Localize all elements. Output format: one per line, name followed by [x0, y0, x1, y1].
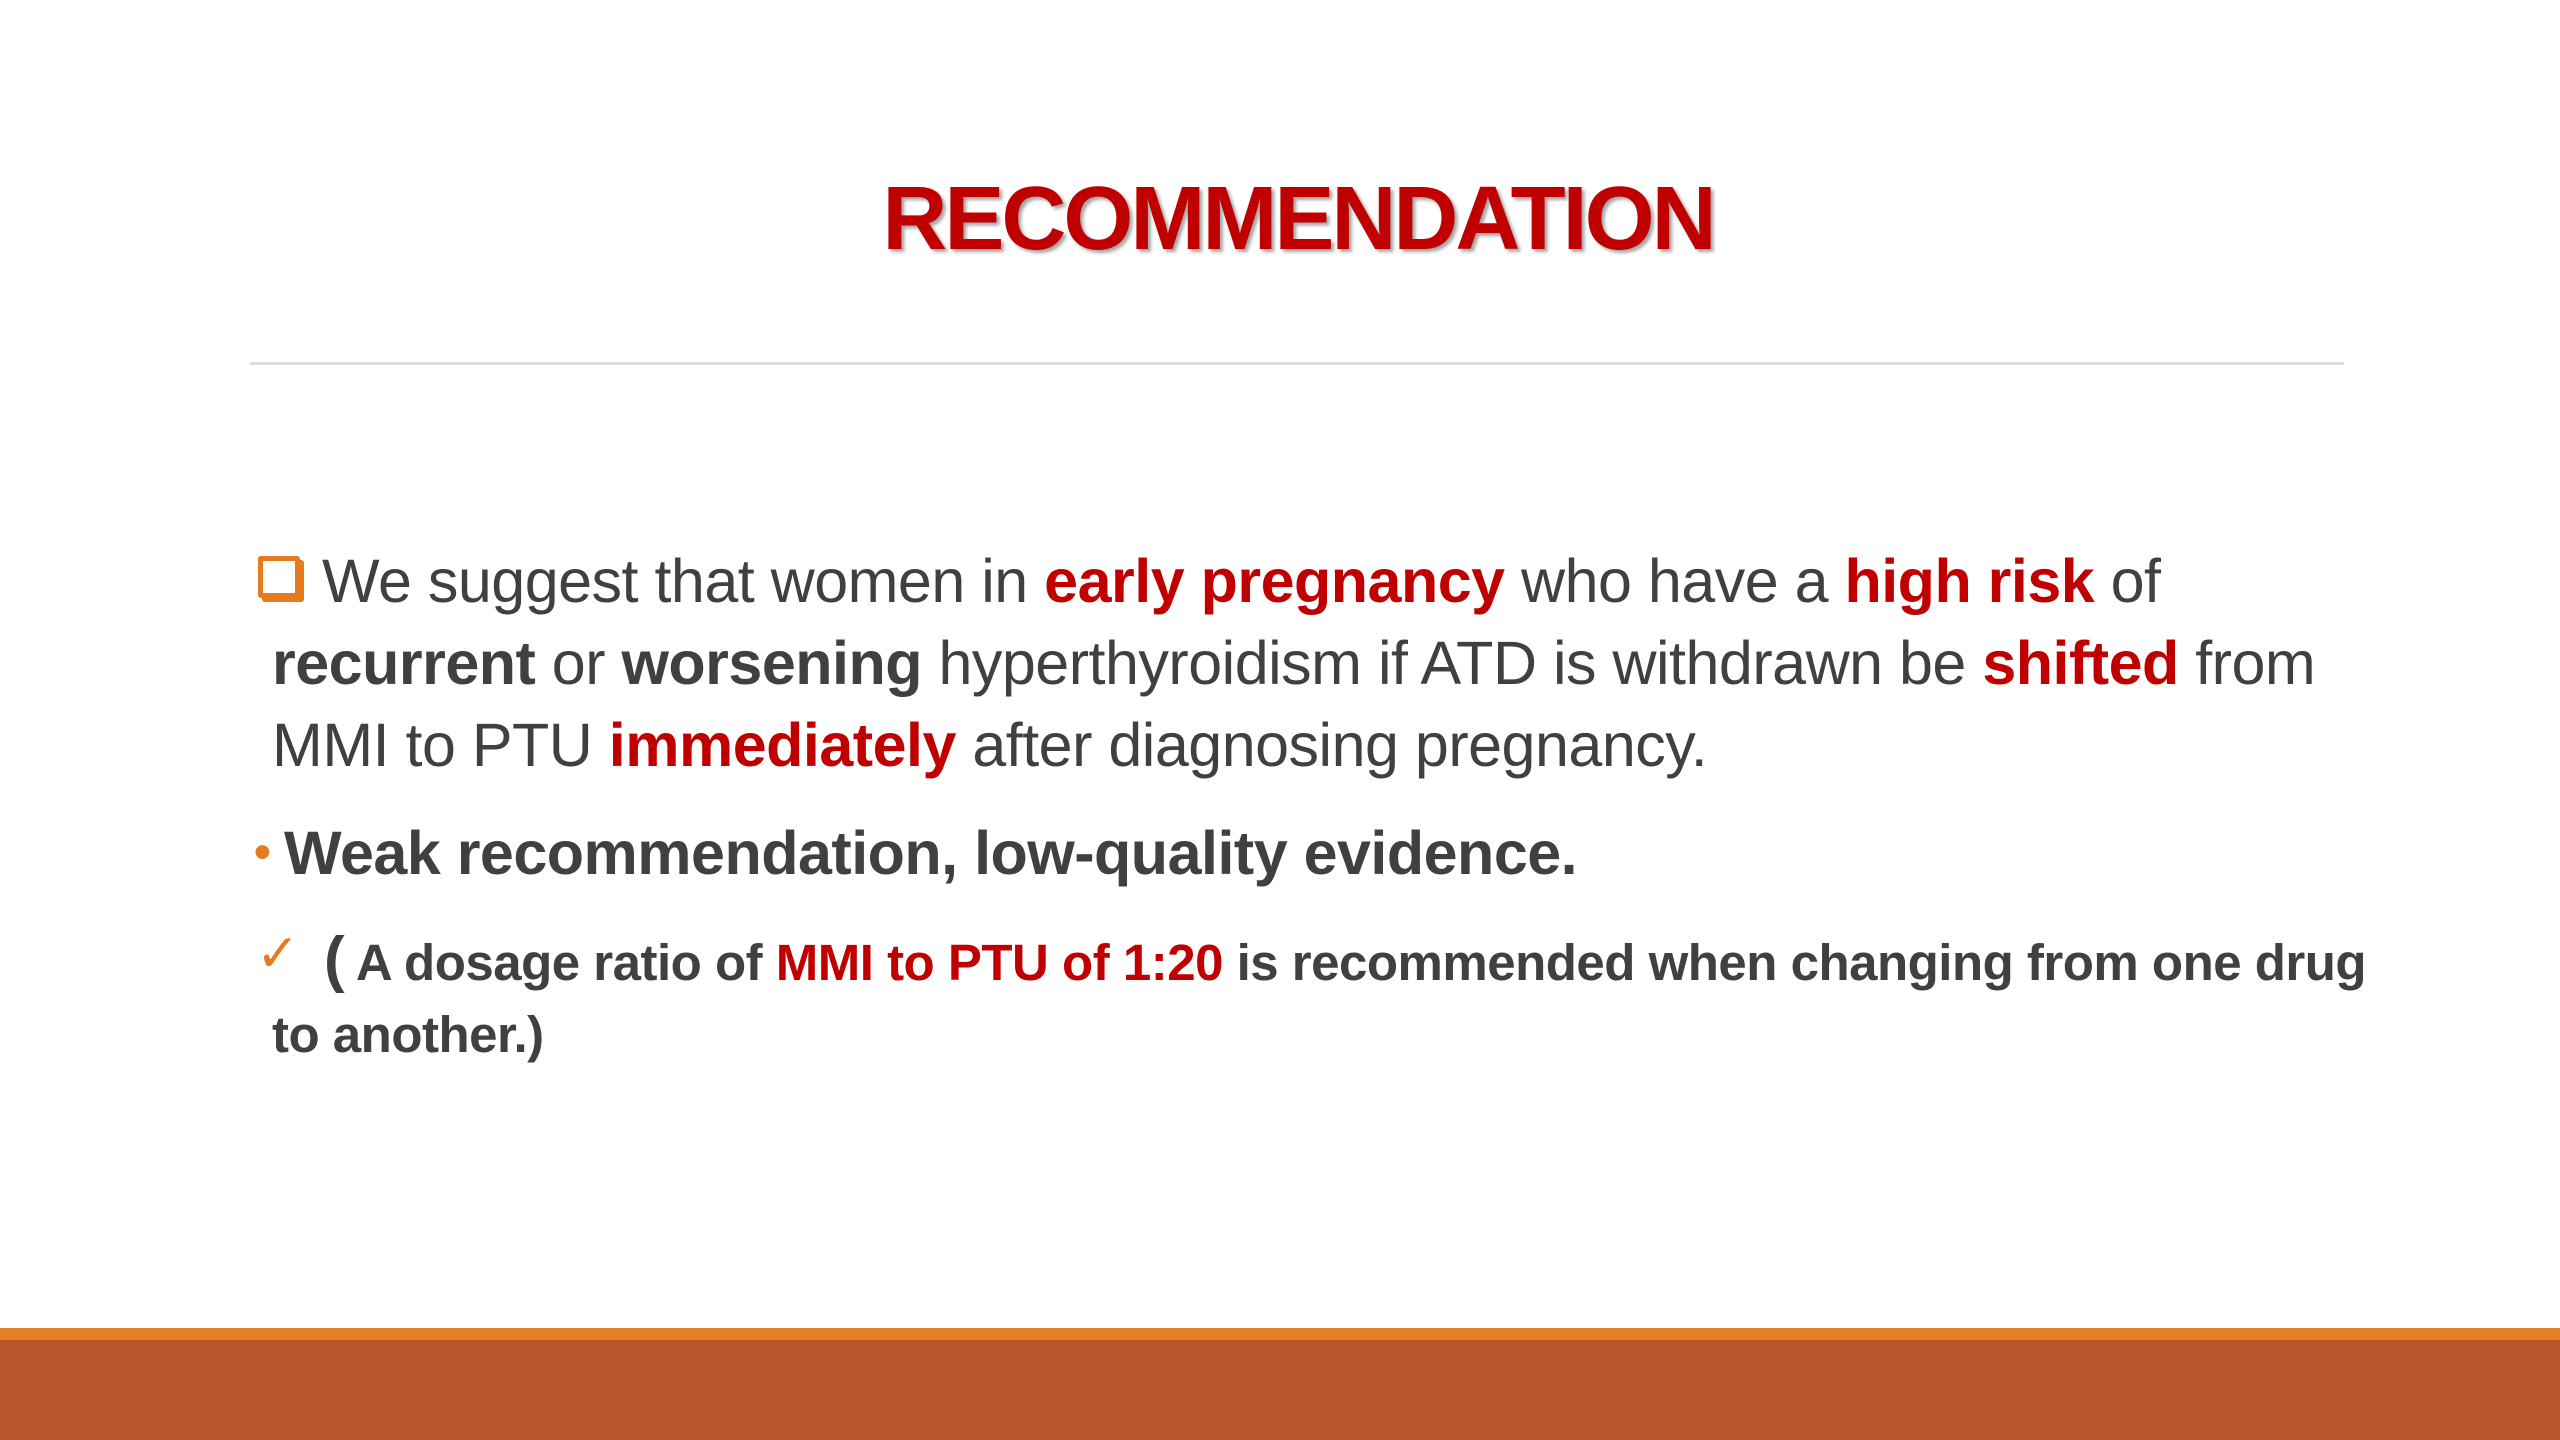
- para1-emphasis-early-pregnancy: early pregnancy: [1044, 547, 1505, 615]
- para1-text-7: or: [535, 629, 622, 697]
- dosage-open-paren: (: [324, 925, 345, 994]
- para1-text-11: from MMI to PTU: [272, 629, 2316, 779]
- para1-text-3: who have a: [1504, 547, 1845, 615]
- para1-text-13: after diagnosing pregnancy.: [955, 711, 1708, 779]
- title-divider: [250, 362, 2344, 365]
- evidence-text: Weak recommendation, low-quality evidence.: [284, 819, 1578, 887]
- dosage-ratio-emphasis: MMI to PTU of 1:20: [775, 934, 1223, 991]
- recommendation-paragraph: [256, 540, 2376, 786]
- para1-emphasis-immediately: immediately: [608, 711, 956, 779]
- dosage-note: [256, 924, 2376, 1071]
- checkmark-icon: ✓: [256, 925, 300, 983]
- slide-title: RECOMMENDATION: [882, 169, 1714, 269]
- footer-stripe: [0, 1328, 2560, 1340]
- para1-text-5: of: [2094, 547, 2161, 615]
- dosage-text-1: A dosage ratio of: [344, 934, 776, 991]
- slide-content: [256, 540, 2376, 1071]
- dot-bullet-icon: •: [254, 826, 271, 879]
- para1-emphasis-recurrent: recurrent: [272, 629, 536, 697]
- para1-text-1: We suggest that women in: [322, 547, 1045, 615]
- evidence-line: [256, 812, 2376, 894]
- square-bullet-icon: [258, 556, 300, 598]
- para1-emphasis-worsening: worsening: [621, 629, 922, 697]
- para1-emphasis-high-risk: high risk: [1844, 547, 2095, 615]
- dosage-text-3: is recommended when changing from one drug to another.): [272, 934, 2367, 1063]
- para1-emphasis-shifted: shifted: [1982, 629, 2179, 697]
- para1-text-9: hyperthyroidism if ATD is withdrawn be: [922, 629, 1983, 697]
- footer-band: [0, 1340, 2560, 1440]
